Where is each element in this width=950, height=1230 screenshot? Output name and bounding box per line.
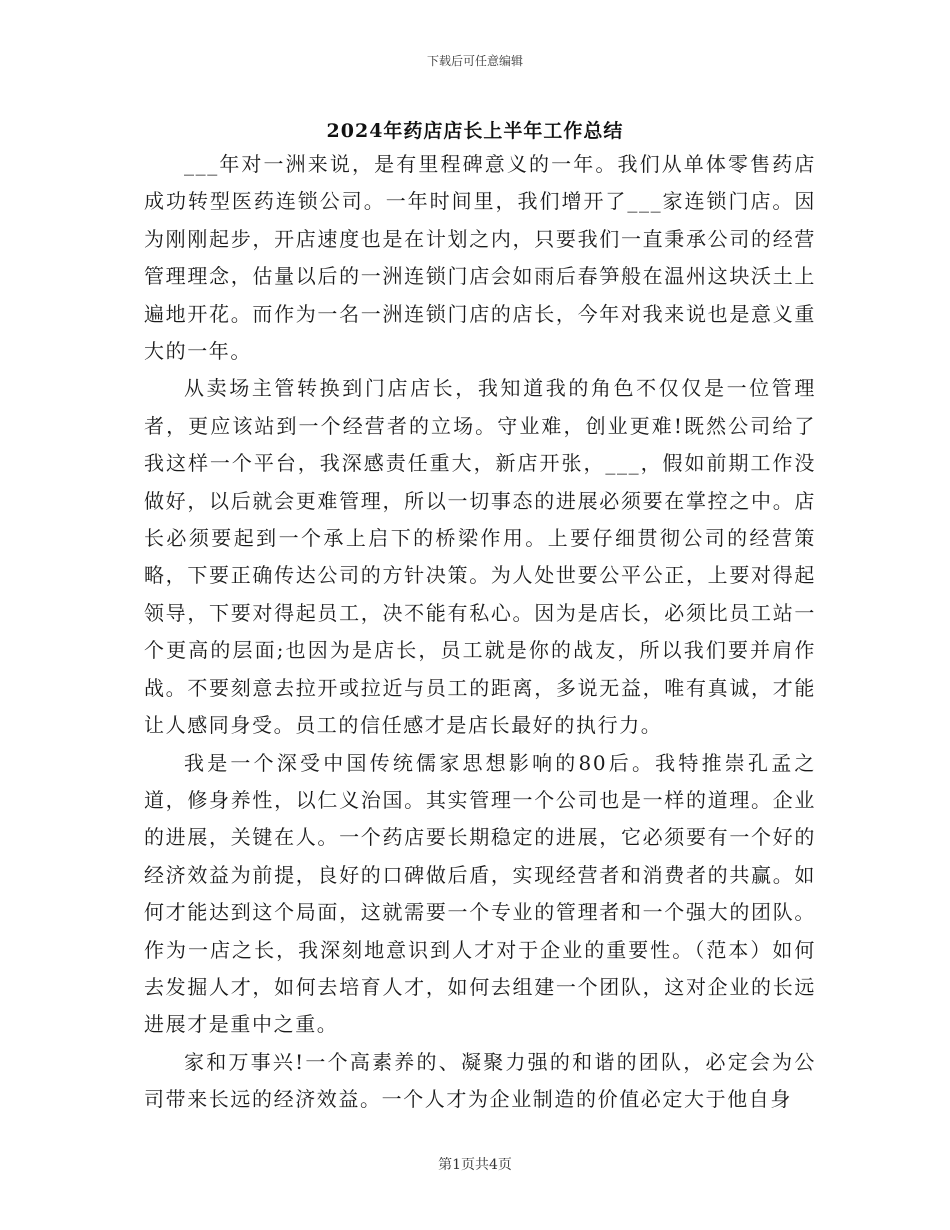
body-paragraph-2: 从卖场主管转换到门店店长，我知道我的角色不仅仅是一位管理者，更应该站到一个经营者的立场。守业难，创业更难!既然公司给了我这样一个平台，我深感责任重大，新店开张，___，假如前期工作没做好，以后就会更难管理，所以一切事态的进展必须要在掌控之中。店长必须要起到一个承上启下的桥梁作用。上要仔细贯彻公司的经营策略，下要正确传达公司的方针决策。为人处世要公平公正，上要对得起领导，下要对得起员工，决不能有私心。因为是店长，必须比员工站一个更高的层面;也因为是店长，员工就是你的战友，所以我们要并肩作战。不要刻意去拉开或拉近与员工的距离，多说无益，唯有真诚，才能让人感同身受。员工的信任感才是店长最好的执行力。 bbox=[144, 376, 816, 738]
body-paragraph-1: ___年对一洲来说，是有里程碑意义的一年。我们从单体零售药店成功转型医药连锁公司。一年时间里，我们增开了___家连锁门店。因为刚刚起步，开店速度也是在计划之内，只要我们一直秉承公司的经营管理理念，估量以后的一洲连锁门店会如雨后春笋般在温州这块沃土上遍地开花。而作为一名一洲连锁门店的店长，今年对我来说也是意义重大的一年。 bbox=[144, 152, 816, 364]
document-body bbox=[144, 146, 816, 1119]
body-paragraph-3: 我是一个深受中国传统儒家思想影响的80后。我特推崇孔孟之道，修身养性，以仁义治国。其实管理一个公司也是一样的道理。企业的进展，关键在人。一个药店要长期稳定的进展，它必须要有一个好的经济效益为前提，良好的口碑做后盾，实现经营者和消费者的共赢。如何才能达到这个局面，这就需要一个专业的管理者和一个强大的团队。作为一店之长，我深刻地意识到人才对于企业的重要性。（范本）如何去发掘人才，如何去培育人才，如何去组建一个团队，这对企业的长远进展才是重中之重。 bbox=[144, 750, 816, 1037]
page-number-footer: 第1页共4页 bbox=[438, 1157, 512, 1173]
header-note: 下载后可任意编辑 bbox=[426, 54, 523, 68]
document-title: 2024年药店店长上半年工作总结 bbox=[326, 120, 624, 142]
body-paragraph-4: 家和万事兴!一个高素养的、凝聚力强的和谐的团队，必定会为公司带来长远的经济效益。一个人才为企业制造的价值必定大于他自身 bbox=[144, 1049, 816, 1112]
